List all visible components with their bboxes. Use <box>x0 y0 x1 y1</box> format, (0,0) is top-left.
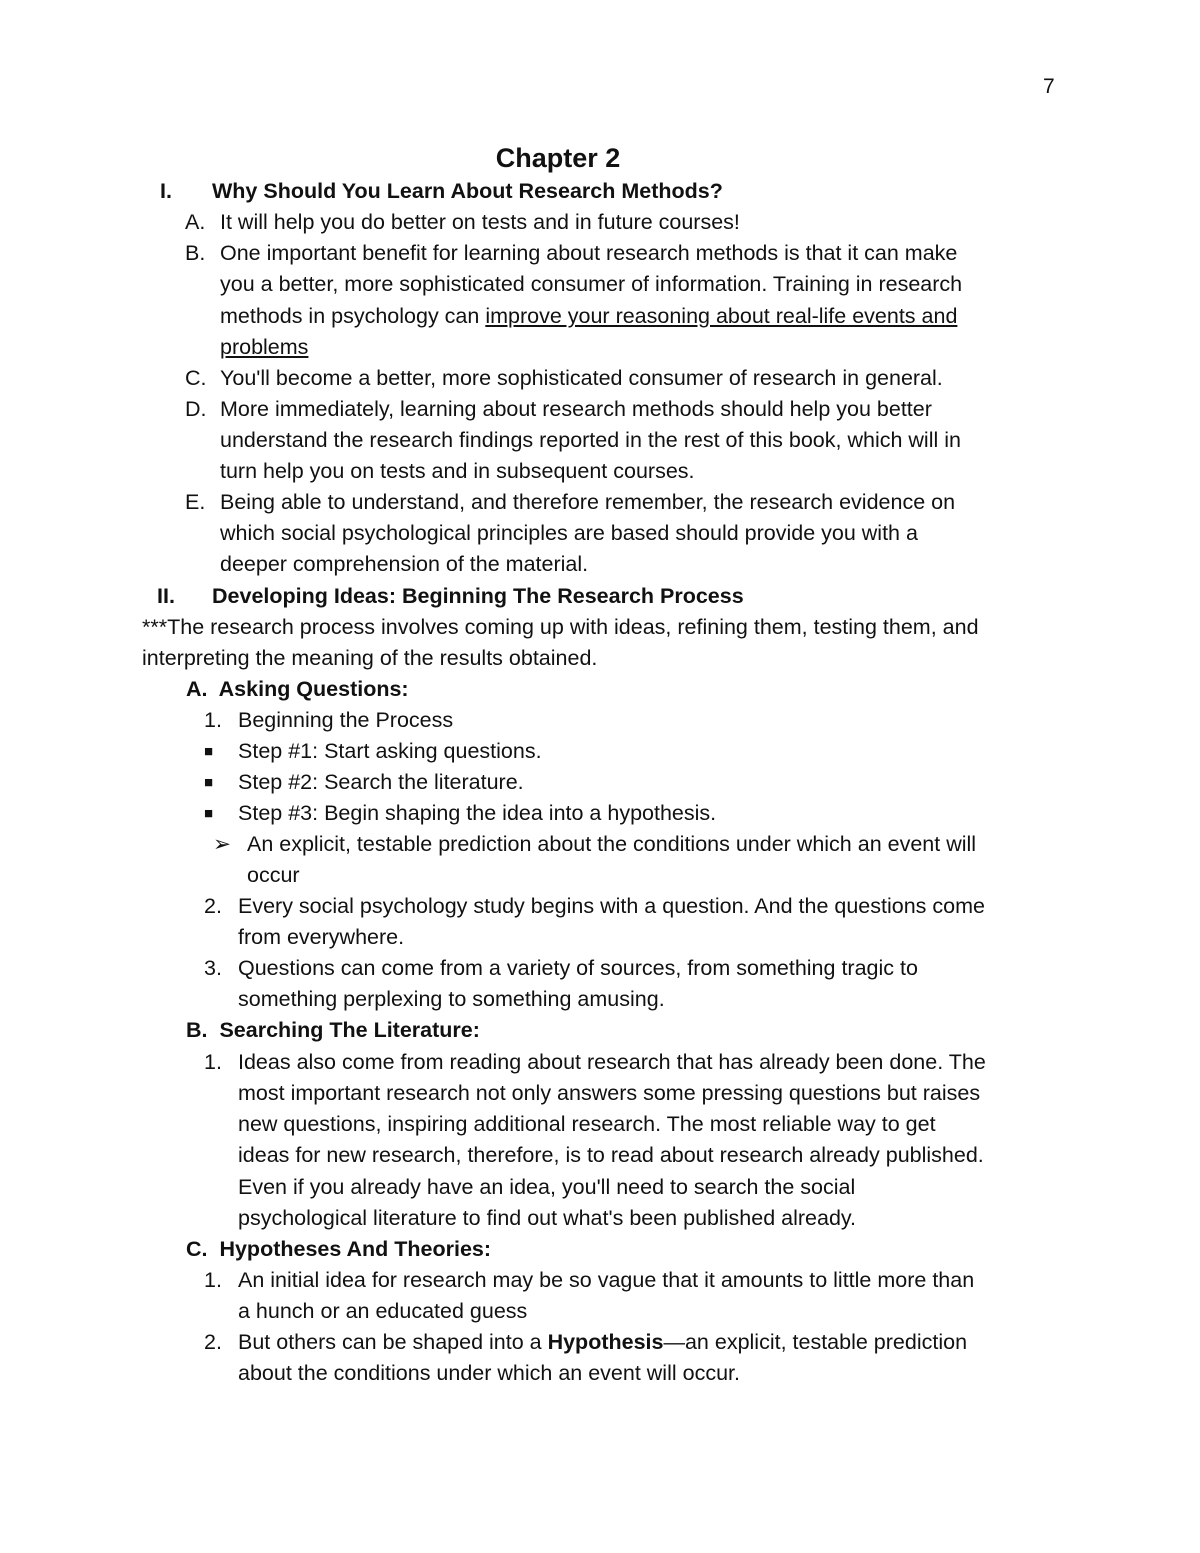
list-marker: B. <box>185 241 206 265</box>
list-item-text: Every social psychology study begins with a question. And the questions come <box>238 894 985 918</box>
list-item-text: Questions can come from a variety of sources, from something tragic to <box>238 956 918 980</box>
list-item-text: occur <box>247 863 300 887</box>
list-item-text: Beginning the Process <box>238 708 454 732</box>
list-marker: 1. <box>204 708 222 732</box>
list-item-text: understand the research findings reported in the rest of this book, which will in <box>220 428 961 452</box>
list-marker: A. <box>185 210 206 234</box>
list-item-text: An initial idea for research may be so vague that it amounts to little more than <box>238 1268 975 1292</box>
section-1-heading: Why Should You Learn About Research Methods? <box>212 179 723 203</box>
list-item-text: deeper comprehension of the material. <box>220 552 589 576</box>
paragraph-text: ***The research process involves coming up with ideas, refining them, testing them, and <box>142 615 979 639</box>
list-marker: 2. <box>204 1330 222 1354</box>
list-item-text: about the conditions under which an event will occur. <box>238 1361 740 1385</box>
paragraph-text: interpreting the meaning of the results obtained. <box>142 646 598 670</box>
text-span: But others can be shaped into a <box>238 1330 548 1354</box>
list-item-text: which social psychological principles are based should provide you with a <box>220 521 918 545</box>
square-bullet-icon: ■ <box>204 743 214 760</box>
list-marker: C. <box>185 366 207 390</box>
arrow-bullet-icon: ➢ <box>213 832 232 856</box>
page-number: 7 <box>1043 75 1055 98</box>
list-item-text: psychological literature to find out what's been published already. <box>238 1206 857 1230</box>
list-marker: 3. <box>204 956 222 980</box>
list-item-text: Step #2: Search the literature. <box>238 770 524 794</box>
list-item-text: ideas for new research, therefore, is to read about research already published. <box>238 1143 984 1167</box>
list-marker: 2. <box>204 894 222 918</box>
list-item-text: One important benefit for learning about research methods is that it can make <box>220 241 958 265</box>
list-item-text: Step #3: Begin shaping the idea into a hypothesis. <box>238 801 717 825</box>
subheading-asking-questions: A. Asking Questions: <box>186 677 409 701</box>
list-item-text: Even if you already have an idea, you'll need to search the social <box>238 1175 856 1199</box>
list-item-text: Step #1: Start asking questions. <box>238 739 542 763</box>
list-item-text: Being able to understand, and therefore remember, the research evidence on <box>220 490 956 514</box>
list-item-text: More immediately, learning about research methods should help you better <box>220 397 932 421</box>
bold-term-hypothesis: Hypothesis <box>547 1330 664 1354</box>
list-item-text: you a better, more sophisticated consumer of information. Training in research <box>220 272 963 296</box>
underlined-text: improve your reasoning about real-life events and <box>485 304 958 328</box>
list-item-text: something perplexing to something amusing. <box>238 987 665 1011</box>
list-marker: 1. <box>204 1050 222 1074</box>
square-bullet-icon: ■ <box>204 805 214 822</box>
section-1-numeral: I. <box>160 179 172 203</box>
list-item-text: most important research not only answers some pressing questions but raises <box>238 1081 981 1105</box>
text-span: —an explicit, testable prediction <box>663 1330 968 1354</box>
text-span: methods in psychology can <box>220 304 486 328</box>
subheading-searching-literature: B. Searching The Literature: <box>186 1018 480 1042</box>
list-item-text: You'll become a better, more sophisticated consumer of research in general. <box>220 366 943 390</box>
subheading-hypotheses-theories: C. Hypotheses And Theories: <box>186 1237 492 1261</box>
list-item-text: from everywhere. <box>238 925 405 949</box>
list-item-text: Ideas also come from reading about research that has already been done. The <box>238 1050 986 1074</box>
list-marker: 1. <box>204 1268 222 1292</box>
list-marker: E. <box>185 490 206 514</box>
list-item-text <box>238 1329 967 1355</box>
list-item-text: It will help you do better on tests and in future courses! <box>220 210 740 234</box>
section-2-heading: Developing Ideas: Beginning The Research Process <box>212 584 744 608</box>
section-2-numeral: II. <box>157 584 175 608</box>
chapter-title: Chapter 2 <box>495 143 621 173</box>
underlined-text: problems <box>220 335 309 359</box>
list-marker: D. <box>185 397 207 421</box>
list-item-text <box>220 303 957 329</box>
list-item-text: a hunch or an educated guess <box>238 1299 528 1323</box>
list-item-text: new questions, inspiring additional research. The most reliable way to get <box>238 1112 936 1136</box>
list-item-text: turn help you on tests and in subsequent courses. <box>220 459 695 483</box>
square-bullet-icon: ■ <box>204 774 214 791</box>
list-item-text: An explicit, testable prediction about the conditions under which an event will <box>247 832 977 856</box>
